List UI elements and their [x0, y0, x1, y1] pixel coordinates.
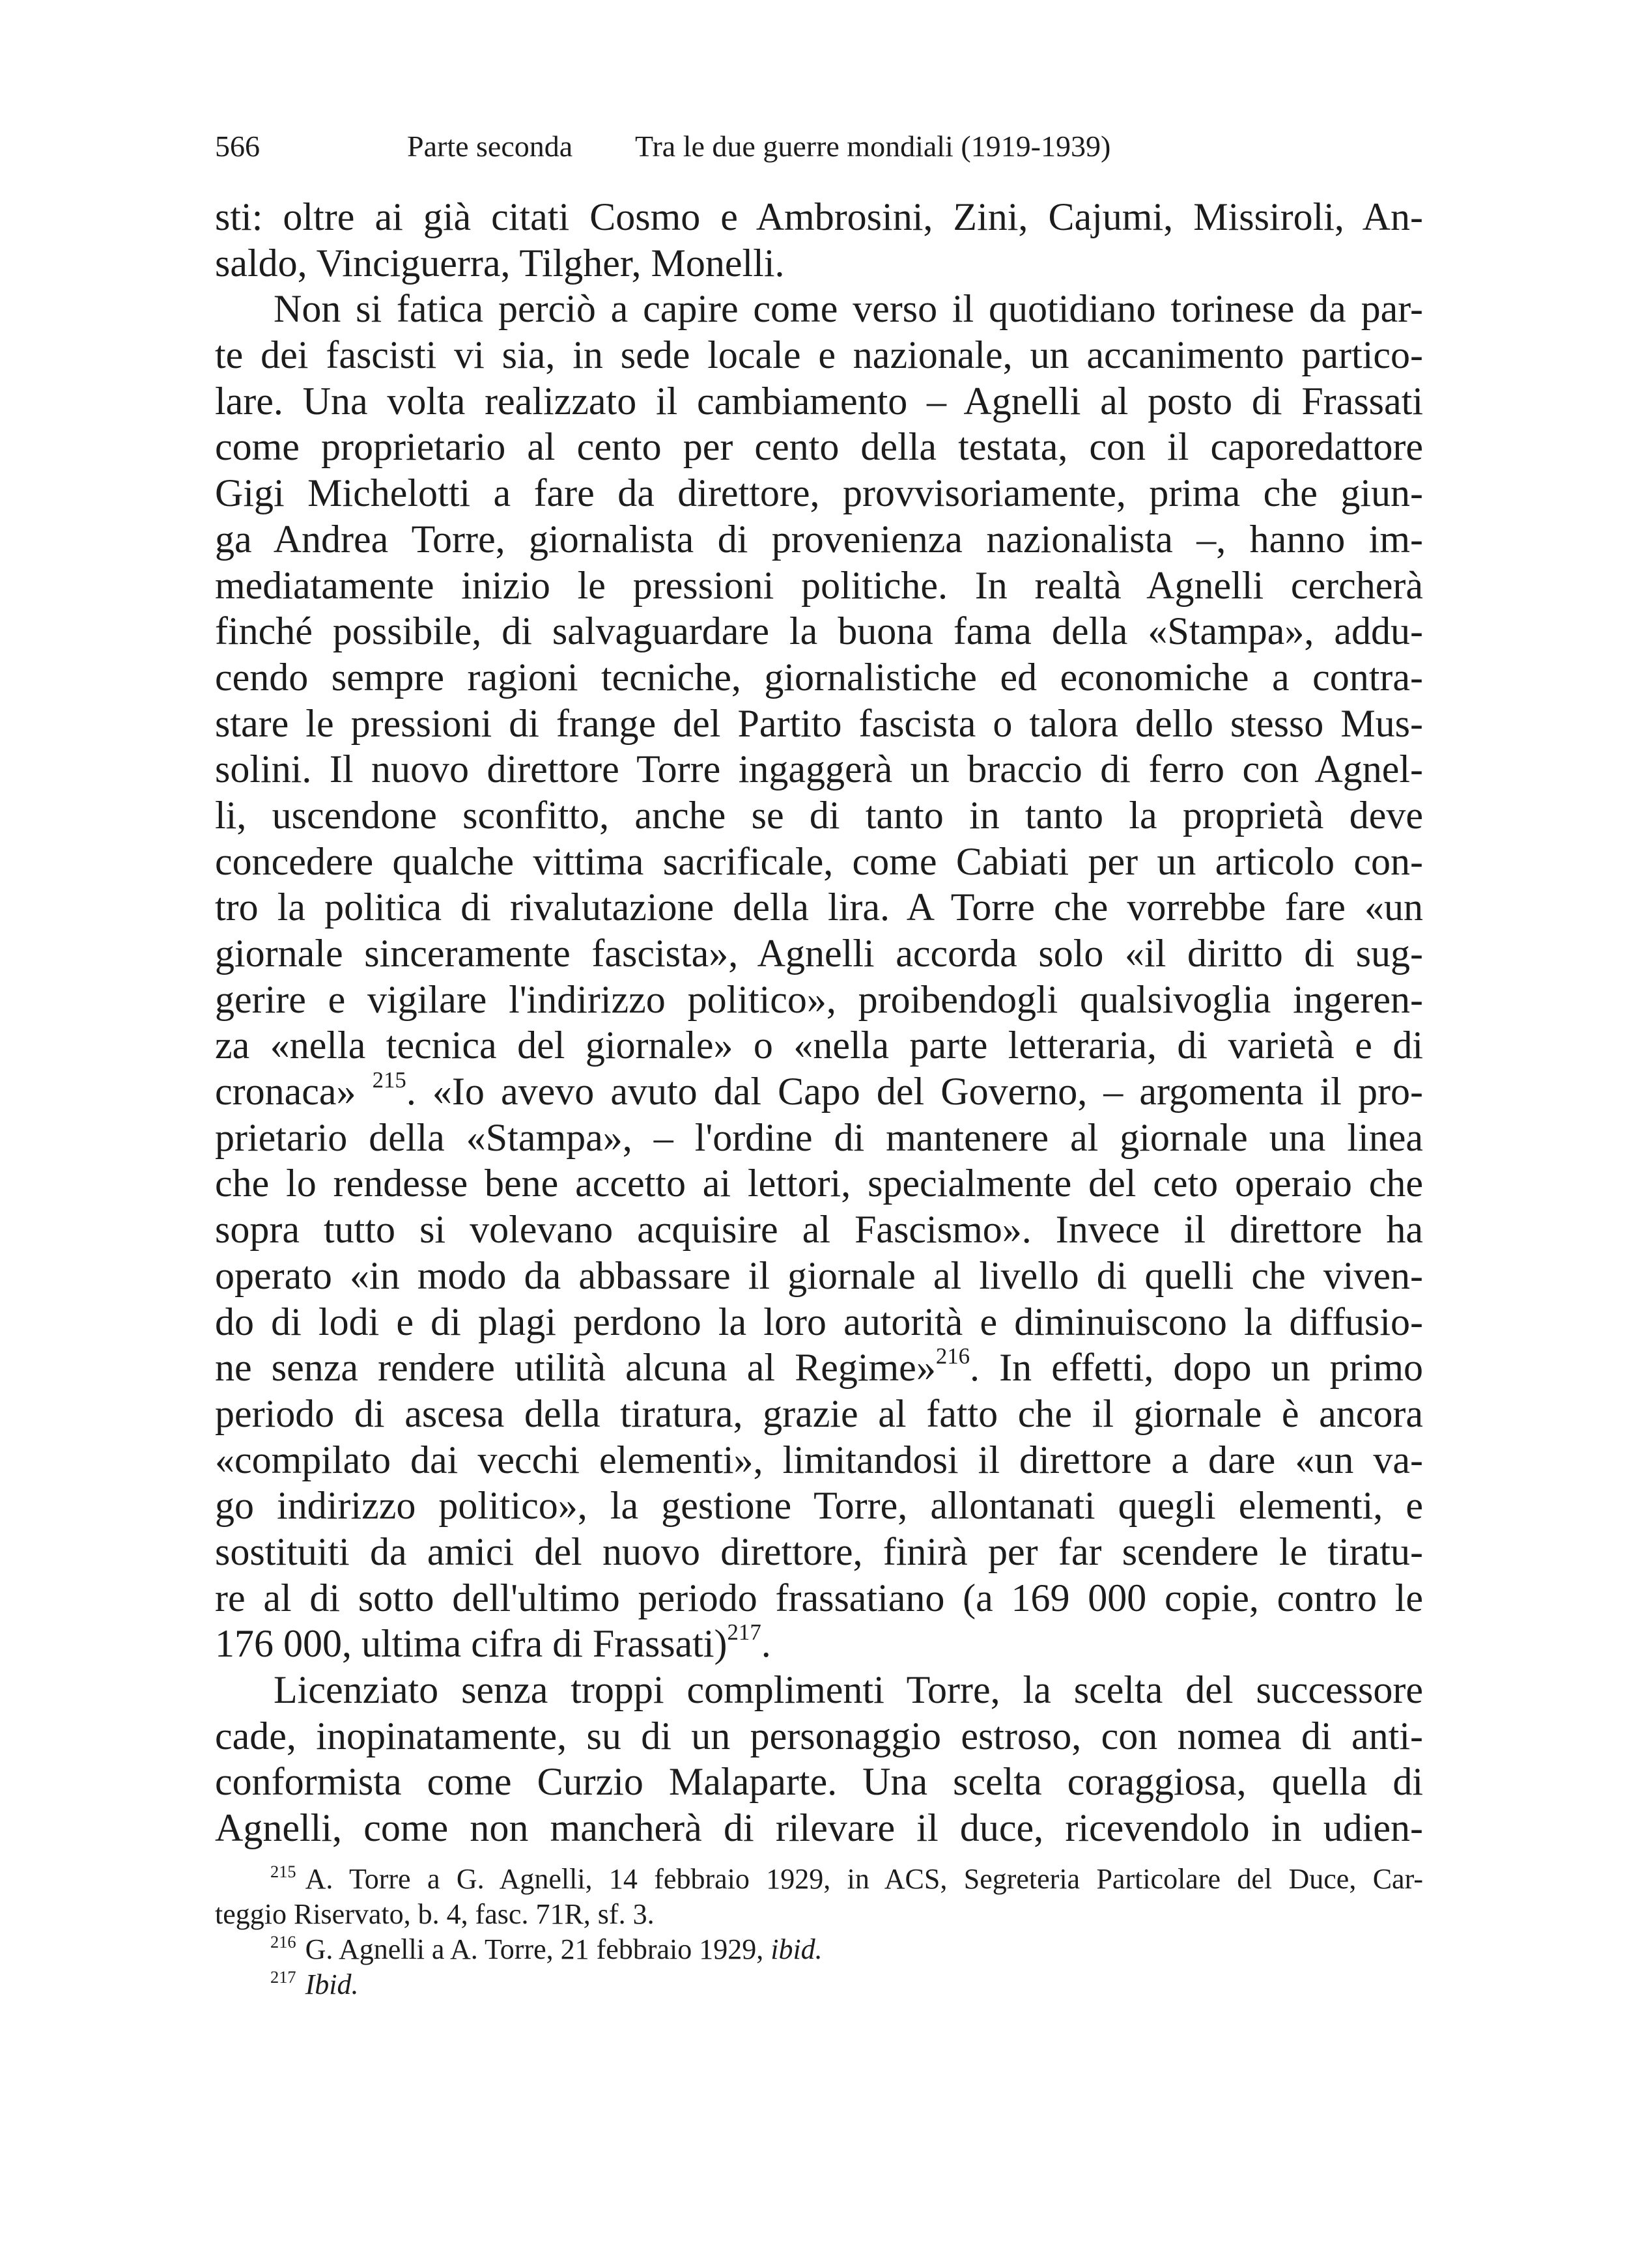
text-fragment: 176 000, ultima cifra di Frassati): [215, 1622, 728, 1666]
footnote-215-continuation: teggio Riservato, b. 4, fasc. 71R, sf. 3.: [215, 1898, 655, 1930]
text-line: prietario della «Stampa», – l'ordine di mantenere al giornale una linea: [215, 1115, 1423, 1159]
text-line: sostituiti da amici del nuovo direttore, finirà per far scendere le tiratu-: [215, 1530, 1423, 1573]
text-line: concedere qualche vittima sacrificale, come Cabiati per un articolo con-: [215, 839, 1423, 883]
text-line: go indirizzo politico», la gestione Torre, allontanati quegli elementi, e: [215, 1484, 1423, 1528]
text-line: saldo, Vinciguerra, Tilgher, Monelli.: [215, 241, 785, 285]
text-line: cendo sempre ragioni tecniche, giornalistiche ed economiche a contra-: [215, 655, 1423, 699]
part-title: Tra le due guerre mondiali (1919-1939): [635, 130, 1111, 163]
running-header: [215, 124, 1420, 169]
footnote-216: [215, 1932, 1423, 1967]
text-fragment: . In effetti, dopo un primo: [970, 1346, 1423, 1390]
footnote-reference[interactable]: 217: [727, 1619, 761, 1645]
text-fragment: .: [761, 1622, 771, 1666]
text-line: periodo di ascesa della tiratura, grazie al fatto che il giornale è ancora: [215, 1392, 1423, 1435]
text-line: za «nella tecnica del giornale» o «nella parte letteraria, di varietà e di: [215, 1024, 1423, 1067]
text-line: ga Andrea Torre, giornalista di provenienza nazionalista –, hanno im-: [215, 517, 1423, 561]
text-fragment: . «Io avevo avuto dal Capo del Governo, – argomenta il pro-: [406, 1070, 1423, 1113]
footnote-reference[interactable]: 215: [372, 1067, 406, 1093]
footnote-ibid: ibid.: [770, 1933, 823, 1965]
text-line: [215, 1069, 1423, 1115]
text-line: solini. Il nuovo direttore Torre ingaggerà un braccio di ferro con Agnel-: [215, 748, 1423, 791]
text-line: tro la politica di rivalutazione della lira. A Torre che vorrebbe fare «un: [215, 886, 1423, 929]
body-text: [215, 194, 1423, 1851]
footnote-217: [215, 1967, 1423, 2002]
text-line: lare. Una volta realizzato il cambiamento – Agnelli al posto di Frassati: [215, 379, 1423, 423]
part-label: Parte seconda: [407, 130, 573, 163]
text-line: giornale sinceramente fascista», Agnelli accorda solo «il diritto di sug-: [215, 932, 1423, 975]
text-line: mediatamente inizio le pressioni politiche. In realtà Agnelli cercherà: [215, 563, 1423, 607]
text-line: [215, 1621, 1423, 1667]
text-line: Licenziato senza troppi complimenti Torre, la scelta del successore: [274, 1668, 1423, 1711]
footnote-reference[interactable]: 216: [935, 1343, 970, 1369]
text-line: sopra tutto si volevano acquisire al Fascismo». Invece il direttore ha: [215, 1208, 1423, 1252]
text-line: conformista come Curzio Malaparte. Una scelta coraggiosa, quella di: [215, 1760, 1423, 1804]
text-line: te dei fascisti vi sia, in sede locale e nazionale, un accanimento partico-: [215, 333, 1423, 377]
text-fragment: ne senza rendere utilità alcuna al Regime»: [215, 1346, 936, 1390]
text-line: sti: oltre ai già citati Cosmo e Ambrosini, Zini, Cajumi, Missiroli, An-: [215, 195, 1423, 238]
text-fragment: cronaca»: [215, 1070, 373, 1113]
text-line: Agnelli, come non mancherà di rilevare il duce, ricevendolo in udien-: [215, 1806, 1423, 1850]
text-line: gerire e vigilare l'indirizzo politico», proibendogli qualsivoglia ingeren-: [215, 977, 1423, 1021]
text-line: come proprietario al cento per cento della testata, con il caporedattore: [215, 425, 1423, 469]
text-line: Gigi Michelotti a fare da direttore, provvisoriamente, prima che giun-: [215, 471, 1423, 515]
text-line: finché possibile, di salvaguardare la buona fama della «Stampa», addu-: [215, 609, 1423, 653]
text-line: [215, 1345, 1423, 1391]
footnote-number: 217: [270, 1967, 296, 1987]
page-number: 566: [215, 130, 260, 163]
text-line: operato «in modo da abbassare il giornale al livello di quelli che viven-: [215, 1253, 1423, 1297]
footnote-ibid: Ibid.: [305, 1968, 359, 2000]
text-line: stare le pressioni di frange del Partito fascista o talora dello stesso Mus-: [215, 701, 1423, 745]
footnote-215: [215, 1862, 1423, 1897]
footnotes: [215, 1862, 1423, 2002]
text-line: Non si fatica perciò a capire come verso il quotidiano torinese da par-: [274, 287, 1423, 331]
footnote-number: 215: [270, 1861, 296, 1881]
footnote-text: A. Torre a G. Agnelli, 14 febbraio 1929, in ACS, Segreteria Particolare del Duce, Car-: [305, 1863, 1423, 1895]
footnote-number: 216: [270, 1931, 296, 1952]
text-line: do di lodi e di plagi perdono la loro autorità e diminuiscono la diffusio-: [215, 1300, 1423, 1343]
footnote-text: G. Agnelli a A. Torre, 21 febbraio 1929,: [305, 1933, 771, 1965]
text-line: «compilato dai vecchi elementi», limitandosi il direttore a dare «un va-: [215, 1438, 1423, 1481]
text-line: li, uscendone sconfitto, anche se di tanto in tanto la proprietà deve: [215, 793, 1423, 837]
text-line: cade, inopinatamente, su di un personaggio estroso, con nomea di anti-: [215, 1714, 1423, 1757]
text-line: re al di sotto dell'ultimo periodo frassatiano (a 169 000 copie, contro le: [215, 1576, 1423, 1619]
text-line: che lo rendesse bene accetto ai lettori, specialmente del ceto operaio che: [215, 1162, 1423, 1205]
